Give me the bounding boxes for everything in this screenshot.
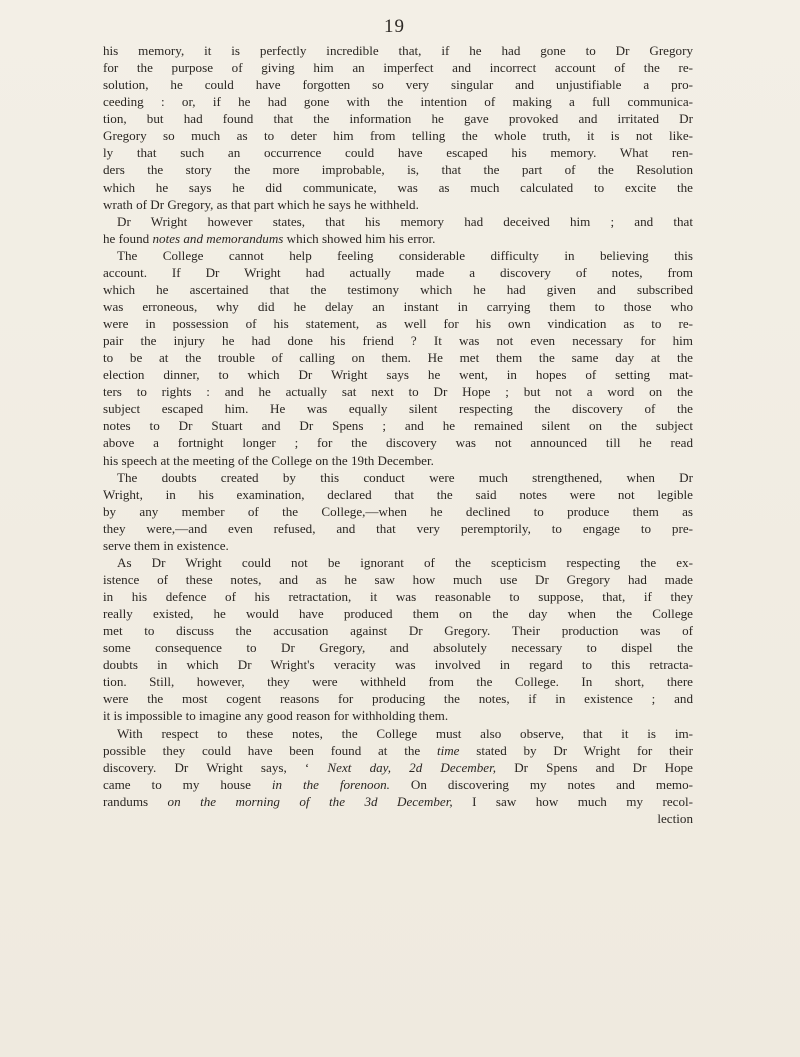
text-line bbox=[103, 247, 693, 264]
text-segment: came to my house bbox=[103, 776, 272, 792]
text-line bbox=[103, 742, 693, 759]
text-line bbox=[103, 503, 693, 520]
italic-text: time bbox=[436, 742, 460, 758]
text-line bbox=[103, 161, 693, 178]
text-line bbox=[103, 213, 693, 230]
text-segment: solution, he could have forgotten so very singular and unjustifiable a pro- bbox=[103, 77, 693, 93]
text-line bbox=[103, 110, 693, 127]
text-line bbox=[103, 690, 693, 707]
text-segment: stated by Dr Wright for their bbox=[459, 742, 693, 758]
text-line bbox=[103, 571, 693, 588]
text-line bbox=[103, 332, 693, 349]
text-segment: With respect to these notes, the College must also observe, that it is im- bbox=[117, 725, 693, 741]
text-line bbox=[103, 417, 693, 434]
text-line bbox=[103, 400, 693, 417]
text-line bbox=[103, 639, 693, 656]
text-line bbox=[103, 434, 693, 451]
text-line bbox=[103, 673, 693, 690]
text-segment: Wright, in his examination, declared that the said notes were not legible bbox=[103, 486, 693, 502]
text-line bbox=[103, 725, 693, 742]
text-line bbox=[103, 264, 693, 281]
text-segment: really existed, he would have produced them on the day when the College bbox=[103, 606, 693, 622]
text-line bbox=[103, 486, 693, 503]
text-segment: The doubts created by this conduct were much strengthened, when Dr bbox=[117, 469, 693, 485]
text-line bbox=[103, 452, 693, 469]
text-segment: notes to Dr Stuart and Dr Spens ; and he remained silent on the subject bbox=[103, 418, 693, 434]
text-segment: they were,—and even refused, and that very peremptorily, to engage to pre- bbox=[103, 520, 693, 536]
text-line bbox=[103, 759, 693, 776]
text-segment: were in possession of his statement, as well for his own vindication as to re- bbox=[103, 316, 693, 331]
text-segment: were the most cogent reasons for producing the notes, if in existence ; and bbox=[103, 691, 693, 707]
text-segment: Dr Spens and Dr Hope bbox=[496, 759, 693, 775]
text-line bbox=[103, 537, 693, 554]
text-segment: he found bbox=[103, 230, 153, 246]
text-segment: serve them in existence. bbox=[103, 537, 229, 553]
text-segment: by any member of the College,—when he declined to produce them as bbox=[103, 503, 693, 519]
text-line bbox=[103, 776, 693, 793]
text-segment: it is impossible to imagine any good reason for withholding them. bbox=[103, 708, 449, 724]
text-line bbox=[103, 281, 693, 298]
text-segment: which showed him his error. bbox=[283, 230, 436, 246]
text-segment: On discovering my notes and memo- bbox=[389, 776, 693, 792]
text-line bbox=[103, 349, 693, 366]
text-segment: his memory, it is perfectly incredible that, if he had gone to Dr Gregory bbox=[103, 43, 693, 58]
page-number: 19 bbox=[384, 16, 405, 37]
text-line bbox=[103, 179, 693, 196]
text-segment: his speech at the meeting of the College on the 19th December. bbox=[103, 452, 434, 468]
text-line bbox=[103, 622, 693, 639]
text-segment: which he ascertained that the testimony which he had given and subscribed bbox=[103, 281, 693, 297]
text-line bbox=[103, 196, 693, 213]
text-line bbox=[103, 93, 693, 110]
text-segment: to be at the trouble of calling on them. He met them the same day at the bbox=[103, 350, 693, 366]
text-segment: subject escaped him. He was equally silent respecting the discovery of the bbox=[103, 401, 693, 417]
text-line bbox=[103, 520, 693, 537]
text-segment: discovery. Dr Wright says, ‘ bbox=[103, 759, 328, 775]
text-segment: ceeding : or, if he had gone with the intention of making a full communica- bbox=[103, 94, 693, 110]
text-segment: randums bbox=[103, 793, 168, 809]
text-line bbox=[103, 298, 693, 315]
text-line bbox=[103, 230, 693, 247]
text-segment: tion, but had found that the information he gave provoked and irritated Dr bbox=[103, 111, 693, 127]
text-segment: was erroneous, why did he delay an instant in carrying them to those who bbox=[103, 298, 693, 314]
text-line bbox=[103, 656, 693, 673]
text-line bbox=[103, 469, 693, 486]
text-line bbox=[103, 76, 693, 93]
catchword: lection bbox=[657, 810, 693, 826]
text-line bbox=[103, 793, 693, 810]
text-line bbox=[103, 588, 693, 605]
text-segment: doubts in which Dr Wright's veracity was involved in regard to this retracta- bbox=[103, 657, 693, 673]
text-segment: met to discuss the accusation against Dr Gregory. Their production was of bbox=[103, 623, 693, 639]
text-segment: pair the injury he had done his friend ? It was not even necessary for him bbox=[103, 333, 693, 349]
text-segment: I saw how much my recol- bbox=[452, 793, 693, 809]
text-segment: tion. Still, however, they were withheld from the College. In short, there bbox=[103, 674, 693, 690]
italic-text: notes and memorandums bbox=[152, 230, 284, 246]
italic-text: Next day, 2d December, bbox=[327, 759, 497, 775]
text-line bbox=[103, 127, 693, 144]
text-line bbox=[103, 144, 693, 161]
text-line bbox=[103, 59, 693, 76]
text-line bbox=[103, 383, 693, 400]
text-segment: The College cannot help feeling considerable difficulty in believing this bbox=[117, 247, 693, 263]
text-line bbox=[103, 707, 693, 724]
text-segment: account. If Dr Wright had actually made a discovery of notes, from bbox=[103, 264, 693, 280]
text-segment: Dr Wright however states, that his memory had deceived him ; and that bbox=[117, 213, 693, 229]
text-segment: ders the story the more improbable, is, that the part of the Resolution bbox=[103, 162, 693, 178]
text-segment: above a fortnight longer ; for the discovery was not announced till he read bbox=[103, 435, 693, 451]
text-segment: which he says he did communicate, was as much calculated to excite the bbox=[103, 179, 693, 195]
text-segment: Gregory so much as to deter him from telling the whole truth, it is not like- bbox=[103, 128, 693, 144]
text-line bbox=[103, 315, 693, 332]
text-segment: wrath of Dr Gregory, as that part which he says he withheld. bbox=[103, 196, 419, 212]
text-segment: istence of these notes, and as he saw how much use Dr Gregory had made bbox=[103, 571, 693, 587]
text-segment: for the purpose of giving him an imperfect and incorrect account of the re- bbox=[103, 60, 693, 76]
text-segment: ters to rights : and he actually sat next to Dr Hope ; but not a word on the bbox=[103, 384, 693, 400]
italic-text: on the morning of the 3d December, bbox=[167, 793, 453, 809]
text-segment: ly that such an occurrence could have escaped his memory. What ren- bbox=[103, 145, 693, 161]
text-segment: As Dr Wright could not be ignorant of the scepticism respecting the ex- bbox=[117, 554, 693, 570]
text-segment: election dinner, to which Dr Wright says he went, in hopes of setting mat- bbox=[103, 367, 693, 383]
text-line bbox=[103, 366, 693, 383]
text-segment: some consequence to Dr Gregory, and absolutely necessary to dispel the bbox=[103, 640, 693, 656]
italic-text: in the forenoon. bbox=[271, 776, 390, 792]
text-line bbox=[103, 42, 693, 59]
text-line bbox=[103, 605, 693, 622]
text-line bbox=[103, 554, 693, 571]
text-segment: possible they could have been found at the bbox=[103, 742, 437, 758]
text-segment: in his defence of his retractation, it was reasonable to suppose, that, if they bbox=[103, 589, 693, 604]
body-text bbox=[103, 42, 693, 827]
